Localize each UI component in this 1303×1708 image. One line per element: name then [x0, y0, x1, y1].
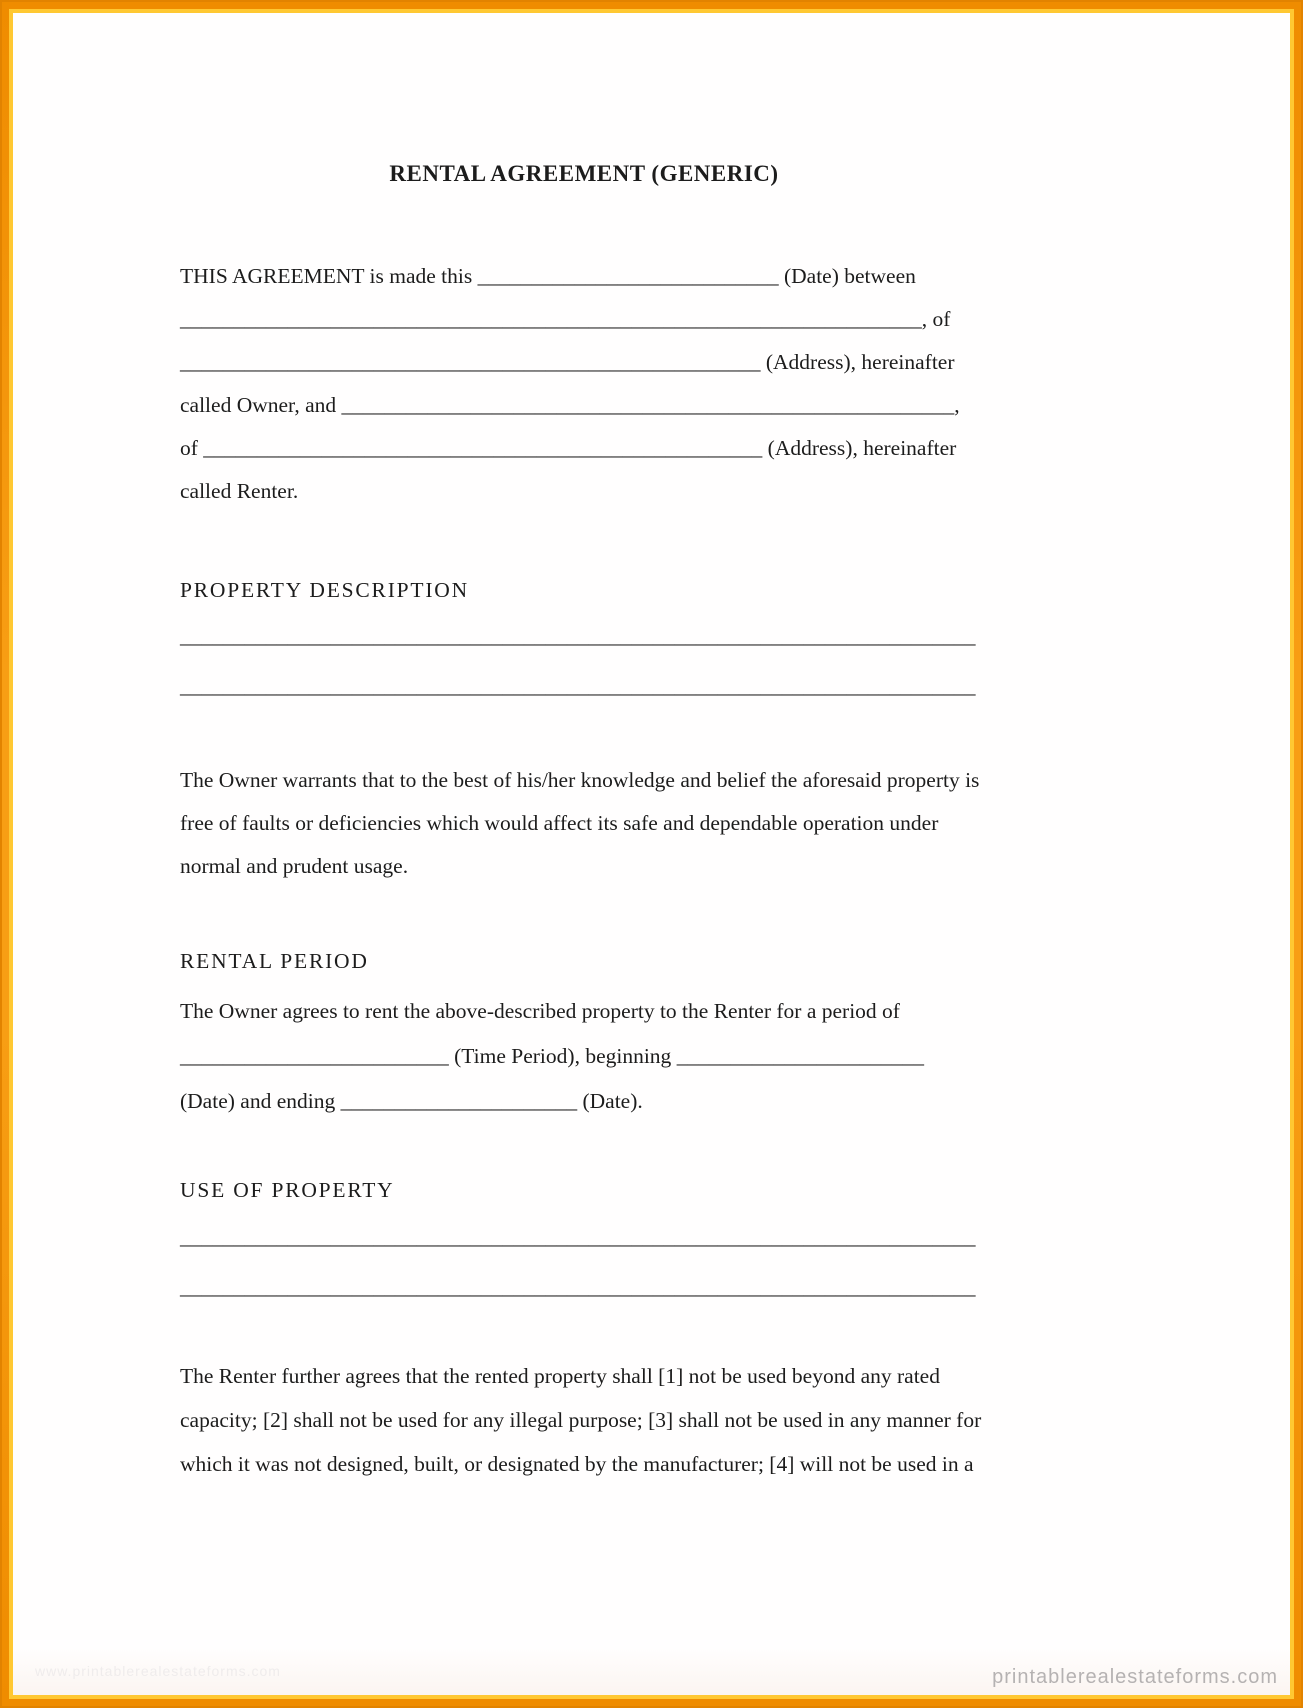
paragraph-line: normal and prudent usage. [180, 854, 409, 878]
form-line [180, 427, 988, 470]
blank-field-renter-name: _________________________________________________________ [341, 393, 955, 417]
paragraph-line: The Renter further agrees that the rented property shall [1] not be used beyond any rated [180, 1364, 940, 1388]
blank-field-property-description-2: __________________________________________________________________________ [180, 674, 976, 698]
blank-field-begin-date: _______________________ [676, 1044, 924, 1068]
blank-field-use-of-property-1: __________________________________________________________________________ [180, 1225, 976, 1249]
blank-field-use-of-property-2: __________________________________________________________________________ [180, 1275, 976, 1299]
owner-warranty-paragraph [180, 759, 988, 888]
renter-agreement-paragraph [180, 1354, 988, 1486]
form-line-text: (Address), hereinafter [760, 350, 955, 374]
page-title: RENTAL AGREEMENT (GENERIC) [389, 161, 779, 186]
agreement-intro [180, 255, 988, 513]
blank-field-owner-name: _____________________________________________________________________ [180, 307, 922, 331]
use-of-property-blanks [180, 1212, 988, 1312]
section-heading-use-of-property: USE OF PROPERTY [180, 1178, 395, 1202]
watermark-site: printablerealestateforms.com [992, 1666, 1278, 1688]
form-line-text: (Address), hereinafter [762, 436, 957, 460]
section-heading-property-description: PROPERTY DESCRIPTION [180, 578, 469, 602]
form-line: called Renter. [180, 479, 299, 503]
form-line-text: (Date). [577, 1089, 643, 1113]
document-page [13, 13, 1290, 1695]
paragraph-line: The Owner agrees to rent the above-described property to the Renter for a period of [180, 999, 900, 1023]
blank-field-end-date: ______________________ [340, 1089, 578, 1113]
rental-period-body [180, 989, 988, 1124]
form-line-text: of [180, 436, 204, 460]
form-line [180, 298, 988, 341]
form-line-text: THIS AGREEMENT is made this [180, 264, 478, 288]
paragraph-line: free of faults or deficiencies which would affect its safe and dependable operation under [180, 811, 939, 835]
form-line-text: (Time Period), beginning [448, 1044, 677, 1068]
form-line-text: (Date) and ending [180, 1089, 341, 1113]
form-line [180, 1079, 988, 1124]
blank-field-renter-address: ____________________________________________________ [203, 436, 763, 460]
watermark-left: www.printablerealestateforms.com [35, 1663, 281, 1679]
blank-field-time-period: _________________________ [180, 1044, 449, 1068]
form-line [180, 1034, 988, 1079]
paragraph-line: capacity; [2] shall not be used for any illegal purpose; [3] shall not be used in any manner for [180, 1408, 982, 1432]
section-heading-rental-period: RENTAL PERIOD [180, 949, 369, 973]
form-line [180, 255, 988, 298]
form-line [180, 341, 988, 384]
paragraph-line: which it was not designed, built, or designated by the manufacturer; [4] will not be used in a [180, 1452, 974, 1476]
form-line-text: called Owner, and [180, 393, 342, 417]
blank-field-property-description-1: __________________________________________________________________________ [180, 624, 976, 648]
form-line [180, 384, 988, 427]
property-description-blanks [180, 611, 988, 711]
blank-field-owner-address: ______________________________________________________ [180, 350, 761, 374]
form-line-text: , [954, 393, 960, 417]
blank-field-date: ____________________________ [477, 264, 779, 288]
form-line-text: , of [921, 307, 951, 331]
form-line-text: (Date) between [778, 264, 916, 288]
paragraph-line: The Owner warrants that to the best of his/her knowledge and belief the aforesaid property is [180, 768, 980, 792]
